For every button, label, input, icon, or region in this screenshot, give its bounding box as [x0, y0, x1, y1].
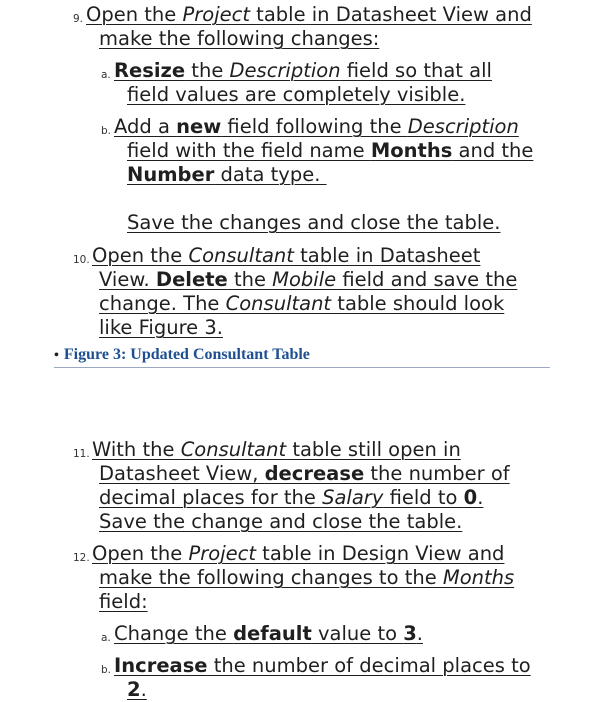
- step-11-number: 11.: [73, 448, 90, 460]
- step-9a-line-2: field values are completely visible.: [127, 83, 466, 106]
- step-9a: [114, 59, 492, 107]
- step-9-save-note: [127, 211, 500, 235]
- step-12-line-2: make the following changes to the Months: [99, 566, 515, 589]
- step-10: [92, 244, 517, 340]
- step-10-line-1: Open the Consultant table in Datasheet: [92, 244, 481, 267]
- step-9-number: 9.: [73, 13, 84, 25]
- step-10-line-4: like Figure 3.: [99, 316, 223, 339]
- step-9a-line-1: Resize the Description field so that all: [114, 59, 492, 82]
- step-12b: [114, 654, 531, 702]
- step-9: [86, 3, 532, 51]
- step-10-line-3: change. The Consultant table should look: [99, 292, 505, 315]
- step-9b-line-2: field with the field name Months and the: [127, 139, 534, 162]
- step-9b: [114, 115, 533, 187]
- step-9b-number: b.: [101, 125, 112, 137]
- step-12b-number: b.: [101, 664, 112, 676]
- caption-text: Figure 3: Updated Consultant Table: [63, 346, 310, 363]
- step-11: [92, 438, 510, 534]
- step-9-save-text: Save the changes and close the table.: [127, 211, 501, 234]
- step-12b-line-2: 2.: [127, 678, 147, 701]
- step-12-line-1: Open the Project table in Design View and: [92, 542, 505, 565]
- step-10-number: 10.: [73, 254, 90, 266]
- step-12b-line-1: Increase the number of decimal places to: [114, 654, 531, 677]
- step-12a-line-1: Change the default value to 3.: [114, 622, 423, 645]
- step-12: [92, 542, 514, 614]
- step-12a-number: a.: [101, 632, 111, 644]
- step-12-number: 12.: [73, 552, 90, 564]
- step-9a-number: a.: [101, 69, 111, 81]
- step-9b-line-3: Number data type.: [127, 163, 327, 186]
- step-11-line-1: With the Consultant table still open in: [92, 438, 461, 461]
- figure-3-caption: [54, 346, 550, 368]
- step-12a: [114, 622, 423, 646]
- caption-bullet: •: [54, 348, 59, 363]
- step-11-line-3: decimal places for the Salary field to 0.: [99, 486, 484, 509]
- step-10-line-2: View. Delete the Mobile field and save the: [99, 268, 518, 291]
- step-11-line-4: Save the change and close the table.: [99, 510, 463, 533]
- step-9-line-1: Open the Project table in Datasheet View and: [86, 3, 532, 26]
- step-9b-line-1: Add a new field following the Description: [114, 115, 519, 138]
- step-11-line-2: Datasheet View, decrease the number of: [99, 462, 510, 485]
- step-9-line-2: make the following changes:: [99, 27, 380, 50]
- step-12-line-3: field:: [99, 590, 148, 613]
